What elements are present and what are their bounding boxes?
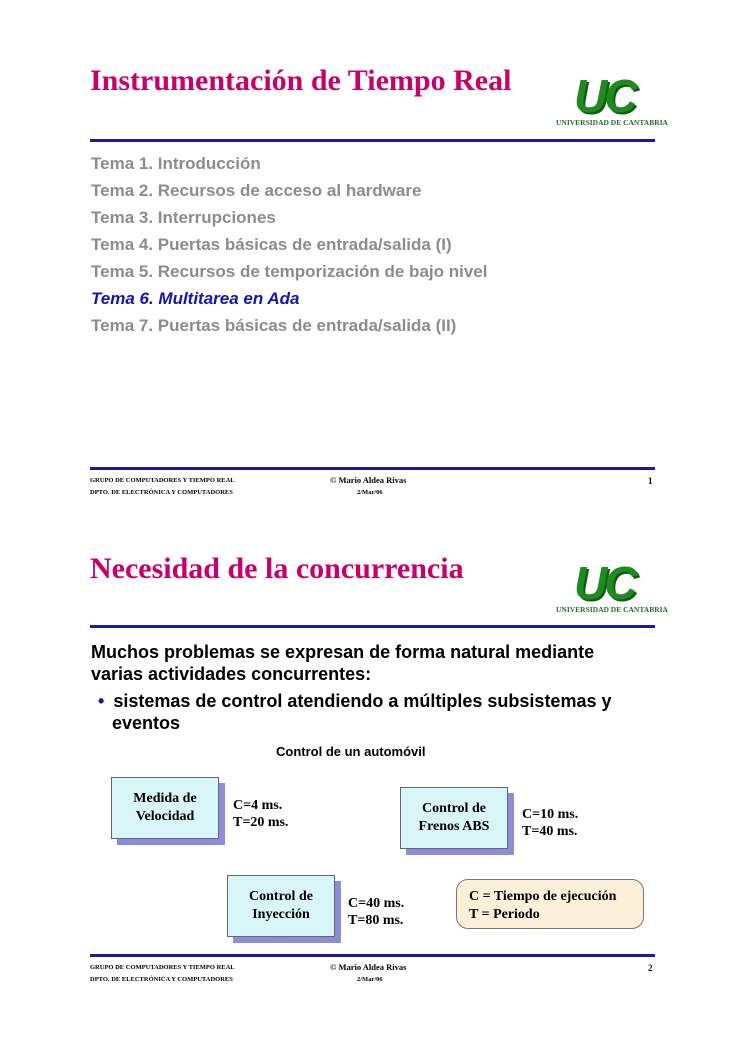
footer-divider — [90, 467, 655, 470]
footer-author: © Mario Aldea Rivas — [330, 475, 407, 485]
legend-t: T = Periodo — [469, 907, 540, 922]
intro-paragraph — [91, 641, 651, 685]
uc-logo-mark: UC — [574, 70, 635, 122]
topic-item-4: Tema 4. Puertas básicas de entrada/salida (I) — [91, 235, 452, 254]
task-brakes-params — [522, 806, 578, 840]
bullet-item — [98, 690, 658, 734]
task-injection-line-1: Control de — [249, 889, 313, 904]
topic-item-6-active: Tema 6. Multitarea en Ada — [91, 289, 300, 308]
task-brakes-line-2: Frenos ABS — [418, 819, 490, 834]
title-divider — [90, 139, 655, 142]
bullet-line-1: sistemas de control atendiendo a múltiples subsistemas y — [113, 691, 612, 711]
intro-line-1: Muchos problemas se expresan de forma natural mediante — [91, 642, 595, 662]
topic-item-3: Tema 3. Interrupciones — [91, 208, 276, 227]
topic-item-7: Tema 7. Puertas básicas de entrada/salida (II) — [91, 316, 457, 335]
footer-date: 2/Mar/06 — [357, 489, 383, 496]
uc-logo-subtitle: UNIVERSIDAD DE CANTABRIA — [556, 605, 668, 614]
task-injection-c: C=40 ms. — [348, 896, 405, 911]
footer-author: © Mario Aldea Rivas — [330, 962, 407, 972]
topic-item-2: Tema 2. Recursos de acceso al hardware — [91, 181, 422, 200]
intro-line-2: varias actividades concurrentes: — [91, 664, 372, 684]
task-speed-line-2: Velocidad — [135, 809, 195, 824]
task-injection-params — [348, 895, 404, 929]
uc-logo — [556, 70, 668, 127]
topic-item-1: Tema 1. Introducción — [91, 154, 261, 173]
uc-logo — [556, 557, 668, 614]
footer-group: GRUPO DE COMPUTADORES Y TIEMPO REAL — [90, 477, 235, 484]
slide-title: Instrumentación de Tiempo Real — [90, 64, 512, 97]
uc-logo-subtitle: UNIVERSIDAD DE CANTABRIA — [556, 118, 668, 127]
bullet-icon: • — [98, 691, 105, 711]
footer-group: GRUPO DE COMPUTADORES Y TIEMPO REAL — [90, 964, 235, 971]
task-box-injection — [227, 875, 335, 937]
bullet-line-2: eventos — [112, 713, 181, 733]
footer-divider — [90, 954, 655, 957]
topic-list — [91, 150, 487, 339]
uc-logo-mark: UC — [574, 557, 635, 609]
legend-box — [456, 879, 644, 929]
page-number: 2 — [648, 963, 653, 973]
task-speed-params — [233, 797, 288, 831]
footer-dept: DPTO. DE ELECTRÓNICA Y COMPUTADORES — [90, 489, 233, 496]
task-brakes-t: T=40 ms. — [522, 824, 578, 839]
diagram-title: Control de un automóvil — [276, 744, 426, 759]
task-speed-line-1: Medida de — [133, 791, 197, 806]
page-number: 1 — [648, 476, 653, 486]
task-brakes-c: C=10 ms. — [522, 807, 579, 822]
slide-title: Necesidad de la concurrencia — [90, 552, 464, 585]
task-injection-line-2: Inyección — [252, 907, 310, 922]
title-divider — [90, 625, 655, 628]
task-speed-c: C=4 ms. — [233, 798, 283, 813]
footer-dept: DPTO. DE ELECTRÓNICA Y COMPUTADORES — [90, 976, 233, 983]
task-speed-t: T=20 ms. — [233, 815, 289, 830]
task-injection-t: T=80 ms. — [348, 913, 404, 928]
footer-date: 2/Mar/06 — [357, 976, 383, 983]
task-brakes-line-1: Control de — [422, 801, 486, 816]
topic-item-5: Tema 5. Recursos de temporización de bajo nivel — [91, 262, 488, 281]
task-box-speed — [111, 777, 219, 839]
legend-c: C = Tiempo de ejecución — [469, 889, 617, 904]
task-box-brakes — [400, 787, 508, 849]
